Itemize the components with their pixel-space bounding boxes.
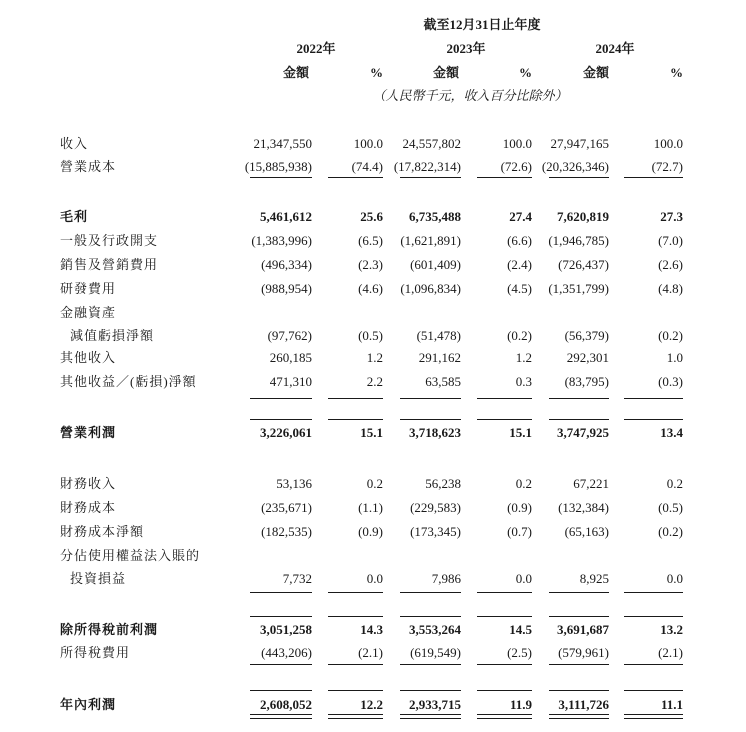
- amount-cell: 7,620,819: [557, 209, 609, 224]
- percent-cell: 15.1: [360, 425, 383, 440]
- subtotal-rule: [328, 690, 383, 691]
- percent-cell: (2.4): [507, 257, 532, 272]
- amount-cell: 3,747,925: [557, 425, 609, 440]
- percent-cell: 14.3: [360, 622, 383, 637]
- row-label: 研發費用: [60, 281, 117, 296]
- subtotal-rule: [328, 664, 383, 665]
- amount-cell: 24,557,802: [402, 136, 461, 151]
- amount-cell: (132,384): [558, 500, 609, 515]
- amount-cell: (97,762): [267, 328, 312, 343]
- amount-cell: (15,885,938): [244, 159, 312, 174]
- amount-cell: 260,185: [269, 350, 312, 365]
- period-header: 截至12月31日止年度: [423, 17, 541, 32]
- year-2024-header: 2024年: [595, 41, 635, 56]
- amount-cell: 7,732: [282, 571, 312, 586]
- subtotal-rule: [624, 419, 683, 420]
- subtotal-rule: [328, 177, 383, 178]
- amount-cell: 3,553,264: [409, 622, 461, 637]
- percent-cell: 11.9: [509, 697, 532, 712]
- amount-cell: 292,301: [566, 350, 609, 365]
- row-label: 年內利潤: [60, 697, 117, 712]
- total-double-rule: [477, 714, 532, 719]
- percent-cell: (2.1): [358, 645, 383, 660]
- subtotal-rule: [250, 592, 312, 593]
- subtotal-rule: [400, 398, 461, 399]
- row-label: 所得稅費用: [60, 645, 131, 660]
- percent-cell: (6.6): [507, 233, 532, 248]
- percent-cell: (6.5): [358, 233, 383, 248]
- subtotal-rule: [250, 690, 312, 691]
- total-double-rule: [624, 714, 683, 719]
- amount-cell: 5,461,612: [260, 209, 312, 224]
- subtotal-rule: [624, 177, 683, 178]
- units-note: （人民幣千元，收入百分比除外）: [372, 88, 568, 103]
- amount-header-2022: 金額: [282, 65, 310, 80]
- percent-cell: 11.1: [660, 697, 683, 712]
- subtotal-rule: [624, 664, 683, 665]
- percent-cell: 13.4: [660, 425, 683, 440]
- percent-cell: 0.2: [366, 476, 383, 491]
- total-double-rule: [328, 714, 383, 719]
- subtotal-rule: [477, 592, 532, 593]
- subtotal-rule: [477, 664, 532, 665]
- pct-header-2024: %: [670, 65, 683, 80]
- amount-cell: (496,334): [261, 257, 312, 272]
- amount-cell: 471,310: [269, 374, 312, 389]
- percent-cell: 0.2: [515, 476, 532, 491]
- subtotal-rule: [477, 690, 532, 691]
- percent-cell: 13.2: [660, 622, 683, 637]
- subtotal-rule: [400, 419, 461, 420]
- row-label: 毛利: [60, 209, 89, 224]
- amount-cell: (182,535): [261, 524, 312, 539]
- amount-header-2024: 金額: [582, 65, 610, 80]
- amount-cell: 291,162: [418, 350, 461, 365]
- row-label: 一般及行政開支: [60, 233, 159, 248]
- subtotal-rule: [250, 419, 312, 420]
- percent-cell: 14.5: [509, 622, 532, 637]
- amount-cell: 3,051,258: [260, 622, 312, 637]
- amount-cell: (443,206): [261, 645, 312, 660]
- amount-cell: (579,961): [558, 645, 609, 660]
- percent-cell: (0.7): [507, 524, 532, 539]
- amount-cell: (229,583): [410, 500, 461, 515]
- total-double-rule: [250, 714, 312, 719]
- percent-cell: 27.3: [660, 209, 683, 224]
- percent-cell: (4.6): [358, 281, 383, 296]
- amount-cell: (1,621,891): [400, 233, 461, 248]
- row-label: 投資損益: [70, 571, 127, 586]
- percent-cell: (0.5): [658, 500, 683, 515]
- percent-cell: 15.1: [509, 425, 532, 440]
- percent-cell: 100.0: [502, 136, 532, 151]
- row-label: 收入: [60, 136, 89, 151]
- percent-cell: (72.6): [500, 159, 532, 174]
- amount-cell: 53,136: [276, 476, 312, 491]
- subtotal-rule: [400, 177, 461, 178]
- row-label: 財務成本淨額: [60, 524, 145, 539]
- percent-cell: (0.5): [358, 328, 383, 343]
- percent-cell: (2.5): [507, 645, 532, 660]
- percent-cell: (2.6): [658, 257, 683, 272]
- amount-cell: (17,822,314): [393, 159, 461, 174]
- percent-cell: 2.2: [366, 374, 383, 389]
- percent-cell: (0.2): [507, 328, 532, 343]
- percent-cell: (4.5): [507, 281, 532, 296]
- subtotal-rule: [477, 419, 532, 420]
- amount-cell: 2,608,052: [260, 697, 312, 712]
- percent-cell: (0.2): [658, 524, 683, 539]
- amount-cell: 2,933,715: [409, 697, 461, 712]
- amount-cell: (173,345): [410, 524, 461, 539]
- row-label: 除所得稅前利潤: [60, 622, 159, 637]
- percent-cell: 1.2: [366, 350, 383, 365]
- amount-header-2023: 金額: [432, 65, 460, 80]
- amount-cell: (65,163): [564, 524, 609, 539]
- percent-cell: (7.0): [658, 233, 683, 248]
- amount-cell: 7,986: [431, 571, 461, 586]
- amount-cell: 63,585: [425, 374, 461, 389]
- percent-cell: (0.3): [658, 374, 683, 389]
- subtotal-rule: [400, 690, 461, 691]
- subtotal-rule: [624, 690, 683, 691]
- subtotal-rule: [250, 177, 312, 178]
- row-label: 銷售及營銷費用: [60, 257, 159, 272]
- amount-cell: (619,549): [410, 645, 461, 660]
- percent-cell: 27.4: [509, 209, 532, 224]
- amount-cell: (1,946,785): [548, 233, 609, 248]
- percent-cell: (4.8): [658, 281, 683, 296]
- subtotal-rule: [549, 664, 609, 665]
- subtotal-rule: [624, 592, 683, 593]
- subtotal-rule: [328, 616, 383, 617]
- amount-cell: 21,347,550: [253, 136, 312, 151]
- percent-cell: 1.0: [666, 350, 683, 365]
- percent-cell: 0.3: [515, 374, 532, 389]
- amount-cell: 27,947,165: [550, 136, 609, 151]
- amount-cell: 3,718,623: [409, 425, 461, 440]
- percent-cell: 100.0: [353, 136, 383, 151]
- percent-cell: 12.2: [360, 697, 383, 712]
- percent-cell: 0.2: [666, 476, 683, 491]
- row-label: 減值虧損淨額: [70, 328, 155, 343]
- amount-cell: (1,351,799): [548, 281, 609, 296]
- percent-cell: 100.0: [653, 136, 683, 151]
- percent-cell: 0.0: [515, 571, 532, 586]
- amount-cell: (56,379): [564, 328, 609, 343]
- subtotal-rule: [549, 690, 609, 691]
- subtotal-rule: [477, 398, 532, 399]
- amount-cell: (988,954): [261, 281, 312, 296]
- row-label: 財務收入: [60, 476, 117, 491]
- amount-cell: (1,096,834): [400, 281, 461, 296]
- amount-cell: 6,735,488: [409, 209, 461, 224]
- row-label: 分佔使用權益法入賬的: [60, 548, 201, 563]
- amount-cell: (83,795): [564, 374, 609, 389]
- row-label: 營業利潤: [60, 425, 117, 440]
- percent-cell: 0.0: [666, 571, 683, 586]
- subtotal-rule: [328, 592, 383, 593]
- subtotal-rule: [328, 419, 383, 420]
- amount-cell: 8,925: [579, 571, 609, 586]
- total-double-rule: [400, 714, 461, 719]
- amount-cell: (235,671): [261, 500, 312, 515]
- percent-cell: (72.7): [651, 159, 683, 174]
- subtotal-rule: [549, 398, 609, 399]
- subtotal-rule: [400, 616, 461, 617]
- subtotal-rule: [400, 592, 461, 593]
- percent-cell: 25.6: [360, 209, 383, 224]
- subtotal-rule: [250, 616, 312, 617]
- percent-cell: (0.2): [658, 328, 683, 343]
- subtotal-rule: [477, 177, 532, 178]
- amount-cell: (20,326,346): [541, 159, 609, 174]
- percent-cell: (2.3): [358, 257, 383, 272]
- subtotal-rule: [549, 177, 609, 178]
- amount-cell: 3,691,687: [557, 622, 609, 637]
- subtotal-rule: [624, 398, 683, 399]
- subtotal-rule: [549, 616, 609, 617]
- row-label: 金融資產: [60, 305, 117, 320]
- percent-cell: (1.1): [358, 500, 383, 515]
- subtotal-rule: [549, 419, 609, 420]
- amount-cell: 67,221: [573, 476, 609, 491]
- amount-cell: 56,238: [425, 476, 461, 491]
- amount-cell: (51,478): [416, 328, 461, 343]
- total-double-rule: [549, 714, 609, 719]
- pct-header-2023: %: [519, 65, 532, 80]
- amount-cell: 3,226,061: [260, 425, 312, 440]
- percent-cell: 1.2: [515, 350, 532, 365]
- amount-cell: (601,409): [410, 257, 461, 272]
- percent-cell: (0.9): [358, 524, 383, 539]
- percent-cell: 0.0: [366, 571, 383, 586]
- subtotal-rule: [250, 398, 312, 399]
- amount-cell: (1,383,996): [251, 233, 312, 248]
- row-label: 營業成本: [60, 159, 117, 174]
- amount-cell: (726,437): [558, 257, 609, 272]
- percent-cell: (74.4): [351, 159, 383, 174]
- subtotal-rule: [328, 398, 383, 399]
- row-label: 財務成本: [60, 500, 117, 515]
- subtotal-rule: [549, 592, 609, 593]
- percent-cell: (2.1): [658, 645, 683, 660]
- percent-cell: (0.9): [507, 500, 532, 515]
- pct-header-2022: %: [370, 65, 383, 80]
- subtotal-rule: [250, 664, 312, 665]
- row-label: 其他收益／(虧損)淨額: [60, 374, 197, 389]
- subtotal-rule: [400, 664, 461, 665]
- subtotal-rule: [477, 616, 532, 617]
- subtotal-rule: [624, 616, 683, 617]
- amount-cell: 3,111,726: [558, 697, 609, 712]
- row-label: 其他收入: [60, 350, 117, 365]
- year-2022-header: 2022年: [296, 41, 336, 56]
- year-2023-header: 2023年: [446, 41, 486, 56]
